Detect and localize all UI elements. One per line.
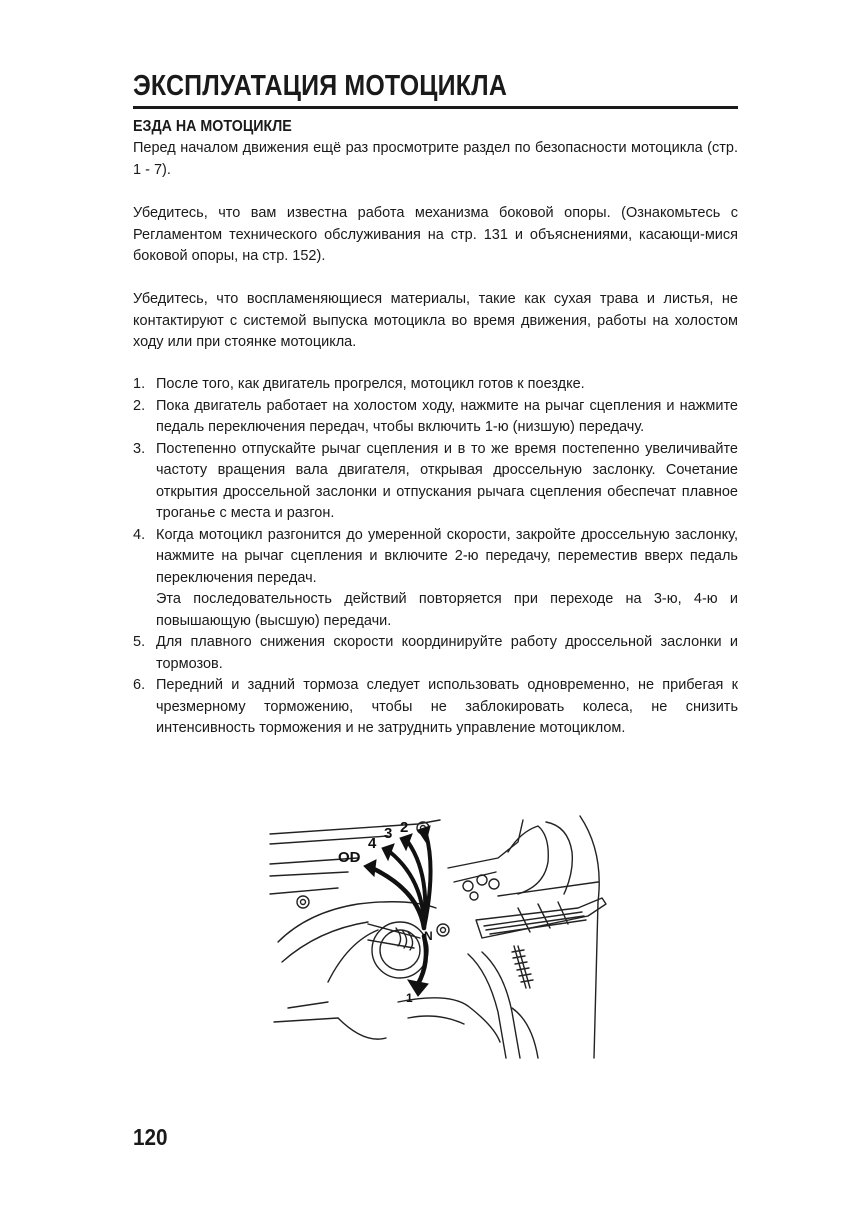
page-number: 120	[133, 1124, 168, 1150]
step-text: Для плавного снижения скорости координируйте работу дроссельной заслонки и тормозов.	[156, 634, 738, 672]
paragraph-safety: Перед началом движения ещё раз просмотрите раздел по безопасности мотоцикла (стр. 1 - 7).	[133, 140, 738, 178]
list-item	[133, 632, 738, 675]
list-item	[133, 374, 738, 396]
list-item	[133, 439, 738, 525]
title-rule	[133, 106, 738, 109]
gear-label-neutral: N	[424, 929, 433, 943]
gear-label-1: 1	[406, 991, 413, 1005]
arrow-head-od	[364, 860, 376, 876]
step-number: 3.	[133, 440, 146, 457]
step-text: Когда мотоцикл разгонится до умеренной скорости, закройте дроссельную заслонку, нажмите на рычаг сцепления и включите 2-ю передачу, переместив вверх педаль переключения передач.	[156, 526, 738, 586]
step-number: 2.	[133, 397, 146, 414]
gear-shift-illustration	[268, 812, 612, 1060]
gear-label-3: 3	[384, 825, 393, 842]
step-text: Передний и задний тормоза следует использовать одновременно, не прибегая к чрезмерному торможению, чтобы не заблокировать колеса, не снизить интенсивность торможения и не затруднить управление мотоциклом.	[156, 677, 738, 736]
step-text: Пока двигатель работает на холостом ходу, нажмите на рычаг сцепления и нажмите педаль переключения передач, чтобы включить 1-ю (низшую) передачу.	[156, 397, 738, 435]
steps-list	[133, 374, 738, 740]
step-note: Эта последовательность действий повторяется при переходе на 3-ю, 4-ю и повышающую (высшую) передачи.	[156, 591, 738, 629]
gear-label-2: 2	[400, 819, 409, 836]
paragraph-flammable: Убедитесь, что воспламеняющиеся материалы, такие как сухая трава и листья, не контактируют с системой выпуска мотоцикла во время движения, работы на холостом ходу или при стоянке мотоцикла.	[133, 291, 738, 350]
section-heading: ЕЗДА НА МОТОЦИКЛЕ	[133, 118, 292, 135]
step-text: После того, как двигатель прогрелся, мотоцикл готов к поездке.	[156, 376, 585, 392]
step-number: 6.	[133, 677, 146, 693]
gear-label-od: OD	[338, 849, 361, 866]
gear-label-4: 4	[368, 835, 377, 852]
list-item	[133, 525, 738, 633]
step-number: 5.	[133, 634, 146, 650]
step-number: 4.	[133, 526, 146, 543]
paragraph-sidestand: Убедитесь, что вам известна работа механизма боковой опоры. (Ознакомьтесь с Регламентом технического обслуживания на стр. 131 и объяснениями, касающи-мися боковой опоры, на стр. 152).	[133, 205, 738, 264]
list-item	[133, 675, 738, 740]
page-title: ЭКСПЛУАТАЦИЯ МОТОЦИКЛА	[133, 70, 508, 102]
list-item	[133, 396, 738, 439]
step-text: Постепенно отпускайте рычаг сцепления и в то же время постепенно увеличивайте частоту вращения вала двигателя, открывая дроссельную заслонку. Сочетание открытия дроссельной заслонки и отпускания рычага сцепления обеспечат плавное троганье с места и разгон.	[156, 440, 738, 521]
step-number: 1.	[133, 376, 146, 392]
